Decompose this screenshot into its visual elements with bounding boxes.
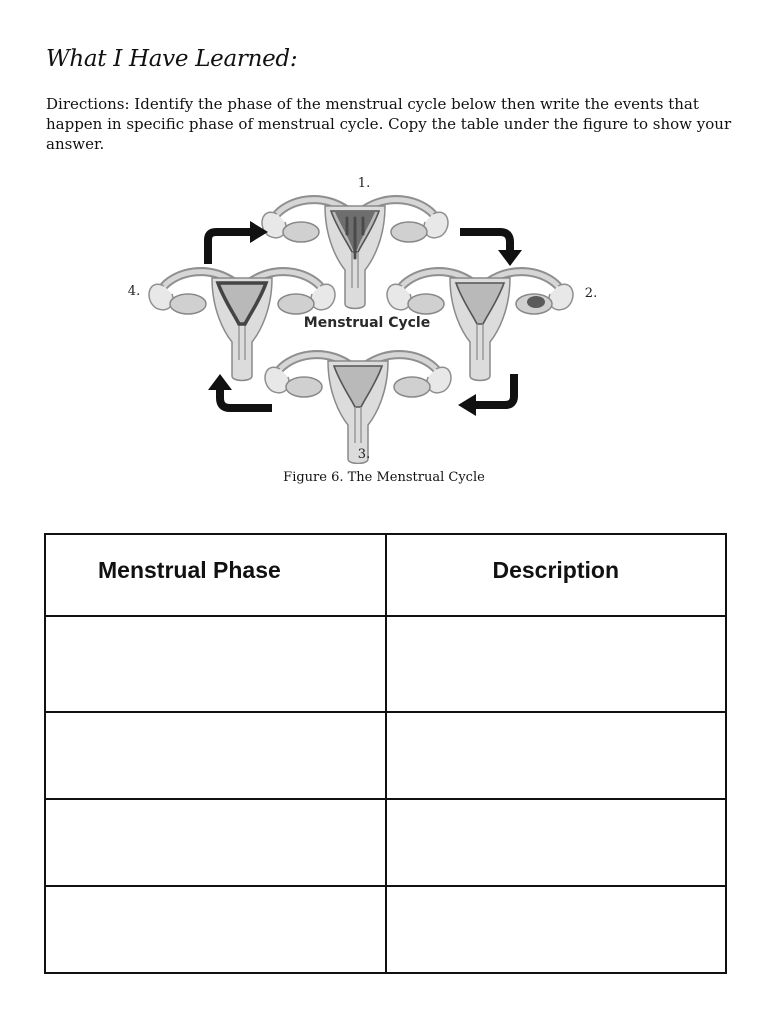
header-description: Description xyxy=(386,534,727,616)
stage-label-2: 2. xyxy=(584,286,598,301)
description-cell[interactable] xyxy=(386,799,727,886)
directions-text: Directions: Identify the phase of the menstrual cycle below then write the events that happen in specific phase of menstrual cycle. Copy the table under the figure to show your answer. xyxy=(46,95,732,153)
page-heading: What I Have Learned: xyxy=(46,46,298,72)
figure-caption: Figure 6. The Menstrual Cycle xyxy=(283,470,485,485)
cycle-arrow-top-left xyxy=(208,221,268,264)
table-header-row xyxy=(45,534,726,616)
table-row xyxy=(45,799,726,886)
description-cell[interactable] xyxy=(386,616,727,712)
phase-cell[interactable] xyxy=(45,616,386,712)
phase-cell[interactable] xyxy=(45,799,386,886)
phase-cell[interactable] xyxy=(45,712,386,799)
cycle-arrow-top-right xyxy=(460,232,522,266)
stage-label-4: 4. xyxy=(127,284,141,299)
description-cell[interactable] xyxy=(386,712,727,799)
table-row xyxy=(45,616,726,712)
description-cell[interactable] xyxy=(386,886,727,973)
header-menstrual-phase: Menstrual Phase xyxy=(45,534,386,616)
stage-label-3: 3. xyxy=(357,447,371,462)
menstrual-cycle-figure xyxy=(0,168,768,464)
answer-table xyxy=(44,533,727,974)
table-row xyxy=(45,712,726,799)
figure-center-label: Menstrual Cycle xyxy=(303,315,431,331)
phase-cell[interactable] xyxy=(45,886,386,973)
uterus-stage-1 xyxy=(262,200,448,309)
table-row xyxy=(45,886,726,973)
stage-label-1: 1. xyxy=(357,176,371,191)
